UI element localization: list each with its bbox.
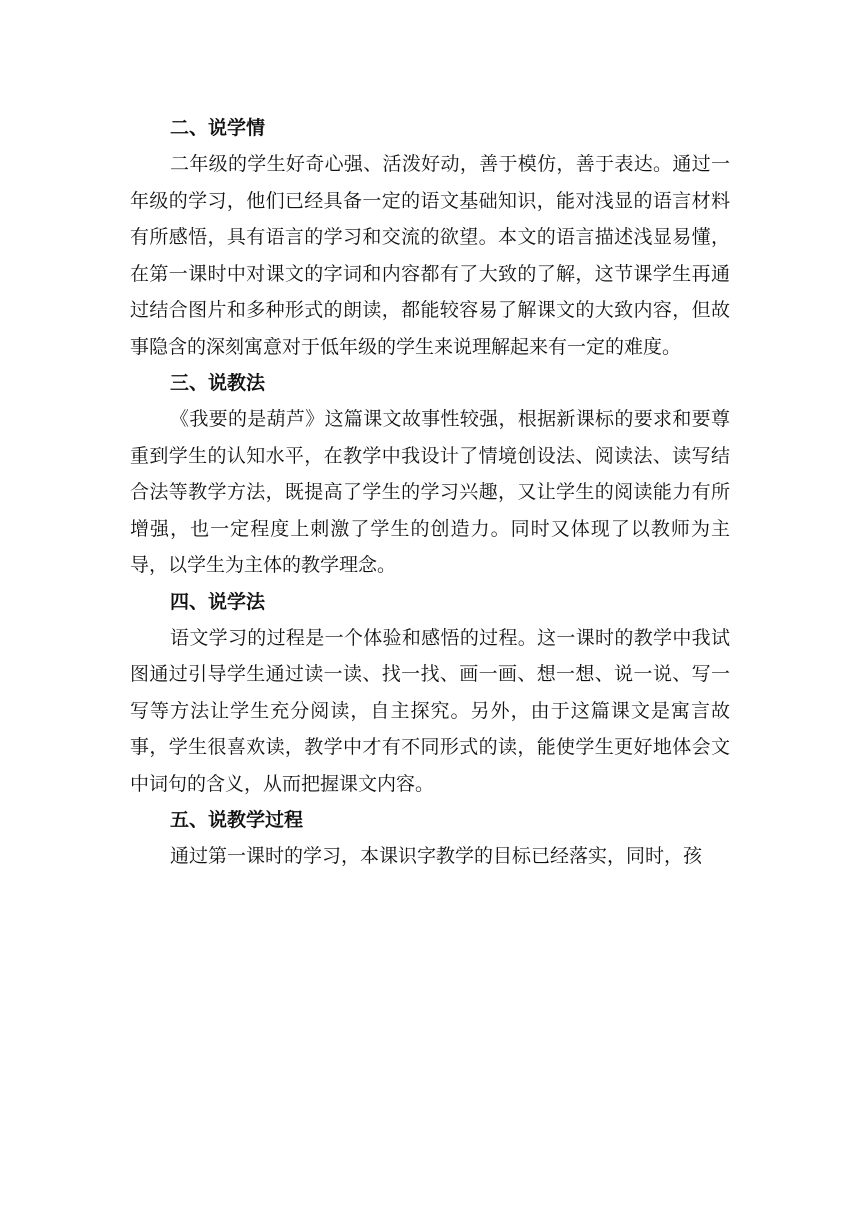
- section-teaching-method: [130, 365, 730, 584]
- section-paragraph: 二年级的学生好奇心强、活泼好动，善于模仿，善于表达。通过一年级的学习，他们已经具备一定的语文基础知识，能对浅显的语言材料有所感悟，具有语言的学习和交流的欲望。本文的语言描述浅显易懂，在第一课时中对课文的字词和内容都有了大致的了解，这节课学生再通过结合图片和多种形式的朗读，都能较容易了解课文的大致内容，但故事隐含的深刻寓意对于低年级的学生来说理解起来有一定的难度。: [130, 153, 730, 358]
- section-teaching-process: [130, 802, 730, 875]
- section-heading: 二、说学情: [170, 117, 266, 139]
- section-heading: 三、说教法: [170, 372, 266, 394]
- section-paragraph: 《我要的是葫芦》这篇课文故事性较强，根据新课标的要求和要尊重到学生的认知水平，在教学中我设计了情境创设法、阅读法、读写结合法等教学方法，既提高了学生的学习兴趣，又让学生的阅读能力有所增强，也一定程度上刺激了学生的创造力。同时又体现了以教师为主导，以学生为主体的教学理念。: [130, 408, 730, 576]
- section-learning-method: [130, 584, 730, 803]
- section-heading: 五、说教学过程: [170, 809, 304, 831]
- section-student-analysis: [130, 110, 730, 365]
- section-heading: 四、说学法: [170, 590, 266, 613]
- section-paragraph: 通过第一课时的学习，本课识字教学的目标已经落实，同时，孩: [170, 845, 703, 867]
- section-paragraph: 语文学习的过程是一个体验和感悟的过程。这一课时的教学中我试图通过引导学生通过读一读、找一找、画一画、想一想、说一说、写一写等方法让学生充分阅读，自主探究。另外，由于这篇课文是寓言故事，学生很喜欢读，教学中才有不同形式的读，能使学生更好地体会文中词句的含义，从而把握课文内容。: [130, 626, 730, 795]
- document-content: [130, 110, 730, 875]
